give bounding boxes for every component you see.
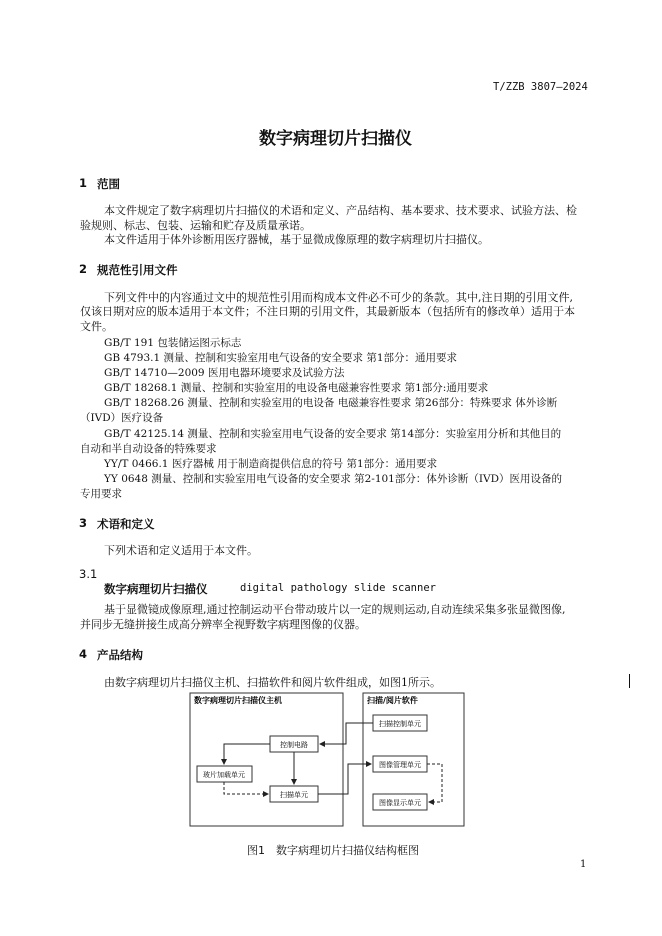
host-group-label: 数字病理切片扫描仪主机: [194, 696, 282, 705]
section-2-heading: 规范性引用文件: [97, 263, 178, 277]
arrow-scancontrol-to-circuit: [320, 723, 373, 744]
reference-item: YY/T 0466.1 医疗器械 用于制造商提供信息的符号 第1部分：通用要求: [104, 458, 438, 470]
text-cursor: [629, 674, 630, 688]
arrow-circuit-to-loading: [224, 744, 270, 764]
page-number: 1: [580, 859, 587, 870]
reference-item: GB/T 42125.14 测量、控制和实验室用电气设备的安全要求 第14部分：实验室用分析和其他目的: [104, 428, 562, 440]
section-1-paragraph: 本文件适用于体外诊断用医疗器械，基于显微成像原理的数字病理切片扫描仪。: [104, 233, 489, 246]
section-1-heading: 范围: [97, 177, 120, 191]
reference-item: GB/T 18268.1 测量、控制和实验室用的电设备电磁兼容性要求 第1部分:通用要求: [104, 382, 489, 394]
scan-unit-label: 扫描单元: [280, 791, 308, 799]
section-3-number: 3: [79, 516, 88, 530]
host-group-frame: [190, 693, 343, 826]
term-name-cn: 数字病理切片扫描仪: [104, 582, 208, 596]
section-2-intro: 文件。: [80, 320, 113, 333]
section-2-number: 2: [79, 262, 88, 276]
section-1-paragraph: 验规则、标志、包装、运输和贮存及质量承诺。: [80, 219, 311, 232]
term-name-en: digital pathology slide scanner: [240, 582, 436, 594]
section-3-heading: 术语和定义: [97, 517, 155, 531]
section-1-paragraph: 本文件规定了数字病理切片扫描仪的术语和定义、产品结构、基本要求、技术要求、试验方法、检: [104, 204, 577, 217]
software-group-label: 扫描/阅片软件: [367, 696, 418, 705]
reference-item: GB/T 14710—2009 医用电器环境要求及试验方法: [104, 367, 345, 379]
section-4-intro: 由数字病理切片扫描仪主机、扫描软件和阅片软件组成，如图1所示。: [104, 676, 441, 689]
document-id: T/ZZB 3807—2024: [493, 81, 588, 93]
section-4-heading: 产品结构: [97, 648, 143, 662]
reference-item: 专用要求: [80, 488, 122, 500]
reference-item: GB/T 191 包装储运图示标志: [104, 337, 242, 349]
image-mgmt-label: 图像管理单元: [379, 761, 421, 769]
structure-diagram: [188, 690, 468, 830]
arrow-loading-to-scan: [224, 782, 268, 794]
reference-item: GB/T 18268.26 测量、控制和实验室用的电设备 电磁兼容性要求 第26部分：特殊要求 体外诊断: [104, 397, 558, 409]
page-title: 数字病理切片扫描仪: [259, 129, 412, 149]
term-definition: 并同步无缝拼接生成高分辨率全视野数字病理图像的仪器。: [80, 618, 366, 631]
term-definition: 基于显微镜成像原理,通过控制运动平台带动玻片以一定的规则运动,自动连续采集多张显微图像,: [104, 603, 566, 616]
arrow-mgmt-to-display: [427, 764, 442, 802]
term-number: 3.1: [79, 567, 98, 581]
reference-item: YY 0648 测量、控制和实验室用电气设备的安全要求 第2-101部分：体外诊断（IVD）医用设备的: [104, 473, 563, 485]
reference-item: 自动和半自动设备的特殊要求: [80, 443, 217, 455]
section-2-intro: 仅该日期对应的版本适用于本文件；不注日期的引用文件，其最新版本（包括所有的修改单）适用于本: [80, 305, 575, 318]
control-circuit-label: 控制电路: [280, 741, 308, 749]
slide-loading-label: 玻片加载单元: [203, 771, 245, 779]
section-1-number: 1: [79, 176, 88, 190]
section-3-intro: 下列术语和定义适用于本文件。: [104, 544, 258, 557]
scan-control-label: 扫描控制单元: [379, 720, 421, 728]
reference-item: （IVD）医疗设备: [80, 412, 164, 424]
reference-item: GB 4793.1 测量、控制和实验室用电气设备的安全要求 第1部分：通用要求: [104, 352, 458, 364]
figure-caption: 图1 数字病理切片扫描仪结构框图: [247, 844, 419, 857]
section-2-intro: 下列文件中的内容通过文中的规范性引用而构成本文件必不可少的条款。其中,注日期的引用文件,: [104, 291, 573, 304]
section-4-number: 4: [79, 647, 88, 661]
image-display-label: 图像显示单元: [379, 799, 421, 807]
